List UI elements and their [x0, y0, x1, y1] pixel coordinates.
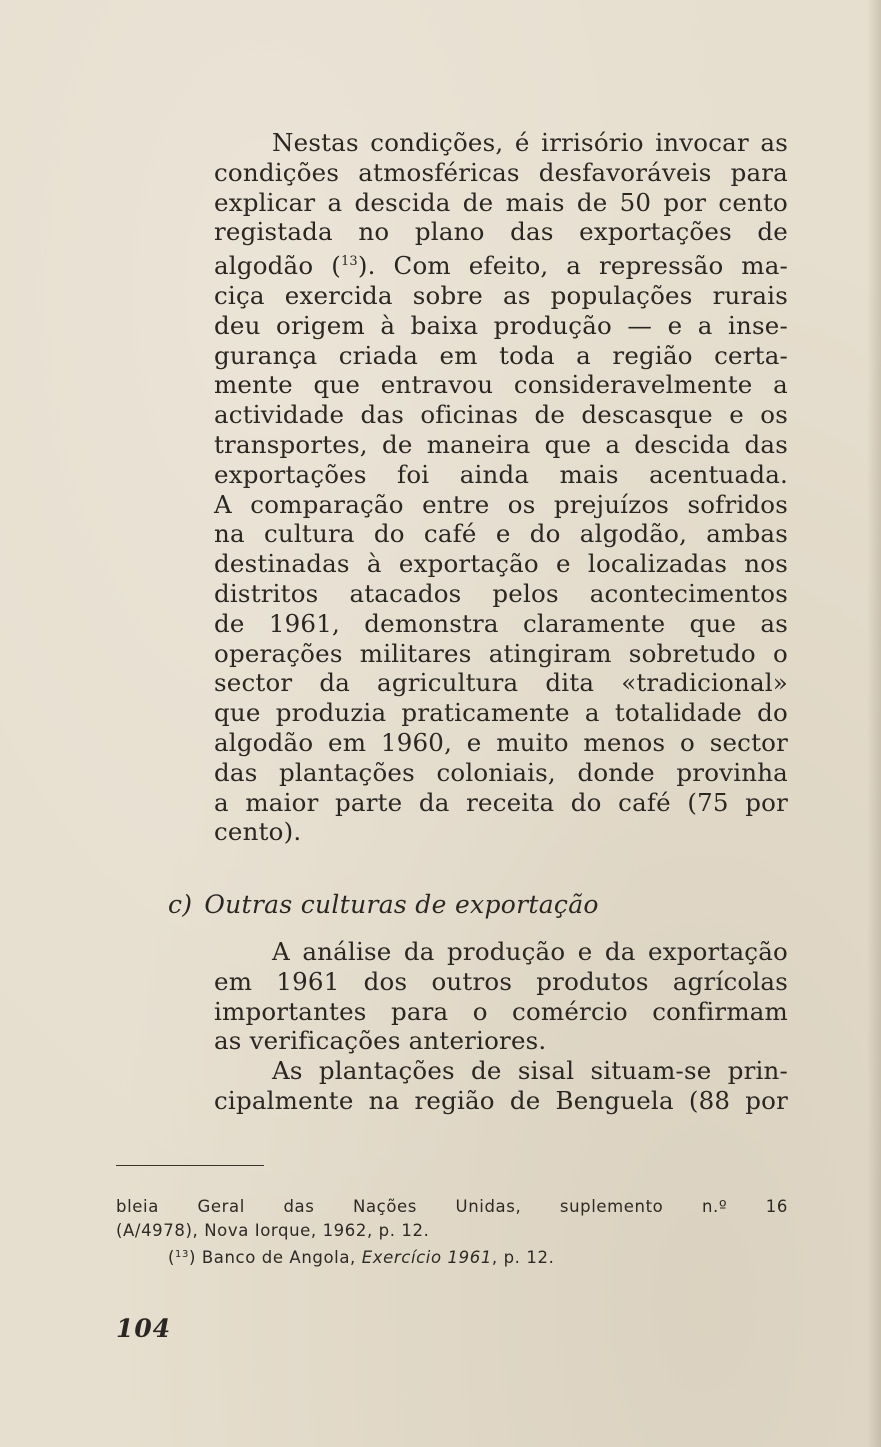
text-line: das plantações coloniais, donde provinha: [214, 757, 788, 787]
text-fragment: ). Com efeito, a repressão ma-: [357, 251, 788, 281]
footnote-reference: 13: [340, 254, 358, 270]
text-line: A comparação entre os prejuízos sofridos: [214, 489, 788, 519]
text-line: gurança criada em toda a região certa-: [214, 340, 788, 370]
text-fragment: algodão (: [214, 251, 341, 281]
text-line: sector da agricultura dita «tradicional»: [214, 668, 788, 698]
paragraph-2: [214, 937, 788, 1116]
text-line: importantes para o comércio confirmam: [214, 996, 788, 1026]
text-line: a maior parte da receita do café (75 por: [214, 787, 788, 817]
paragraph-1-text: [214, 128, 788, 847]
text-line: condições atmosféricas desfavoráveis para: [214, 157, 788, 187]
text-line: actividade das oficinas de descasque e os: [214, 400, 788, 430]
footnote-line: bleia Geral das Nações Unidas, suplemento n.º 16: [116, 1197, 788, 1216]
text-line: de 1961, demonstra claramente que as: [214, 608, 788, 638]
section-title: Outras culturas de exportação: [204, 890, 599, 919]
footnote-number: 13: [175, 1249, 189, 1260]
text-line: Nestas condições, é irrisório invocar as: [272, 128, 788, 157]
section-letter: c): [168, 890, 193, 919]
text-line: destinadas à exportação e localizadas nos: [214, 549, 788, 579]
text-line: mente que entravou consideravelmente a: [214, 370, 788, 400]
footnote-13: [116, 1243, 788, 1270]
paragraph-2-text: [214, 937, 788, 1116]
footnote-text: ) Banco de Angola,: [188, 1248, 362, 1267]
text-line: ciça exercida sobre as populações rurais: [214, 280, 788, 310]
text-line: operações militares atingiram sobretudo o: [214, 638, 788, 668]
footnote-paren: (: [168, 1248, 176, 1267]
text-line: deu origem à baixa produção — e a inse-: [214, 310, 788, 340]
footnote-italic-title: Exercício 1961: [361, 1248, 492, 1267]
section-heading: [168, 890, 599, 920]
footnotes: [116, 1195, 788, 1270]
text-line: transportes, de maneira que a descida das: [214, 429, 788, 459]
footnote-separator: [116, 1165, 264, 1166]
text-line: As plantações de sisal situam-se prin-: [272, 1056, 788, 1086]
text-line: distritos atacados pelos acontecimentos: [214, 578, 788, 608]
page-number: 104: [116, 1314, 172, 1343]
text-line: algodão em 1960, e muito menos o sector: [214, 727, 788, 757]
text-line-with-footnote-ref: [214, 247, 788, 281]
text-line: as verificações anteriores.: [214, 1026, 547, 1056]
text-line: na cultura do café e do algodão, ambas: [214, 519, 788, 549]
text-line: registada no plano das exportações de: [214, 217, 788, 247]
text-line: que produzia praticamente a totalidade do: [214, 698, 788, 728]
text-line: cento).: [214, 817, 302, 847]
text-line: explicar a descida de mais de 50 por cento: [214, 187, 788, 217]
text-line: A análise da produção e da exportação: [272, 937, 788, 966]
text-line: cipalmente na região de Benguela (88 por: [214, 1085, 788, 1115]
text-line: em 1961 dos outros produtos agrícolas: [214, 966, 788, 996]
page-edge-shadow: [867, 0, 881, 1447]
footnote-line: (A/4978), Nova Iorque, 1962, p. 12.: [116, 1221, 430, 1240]
paragraph-1: [214, 128, 788, 847]
text-line: exportações foi ainda mais acentuada.: [214, 459, 788, 489]
footnote-text: , p. 12.: [491, 1248, 555, 1267]
